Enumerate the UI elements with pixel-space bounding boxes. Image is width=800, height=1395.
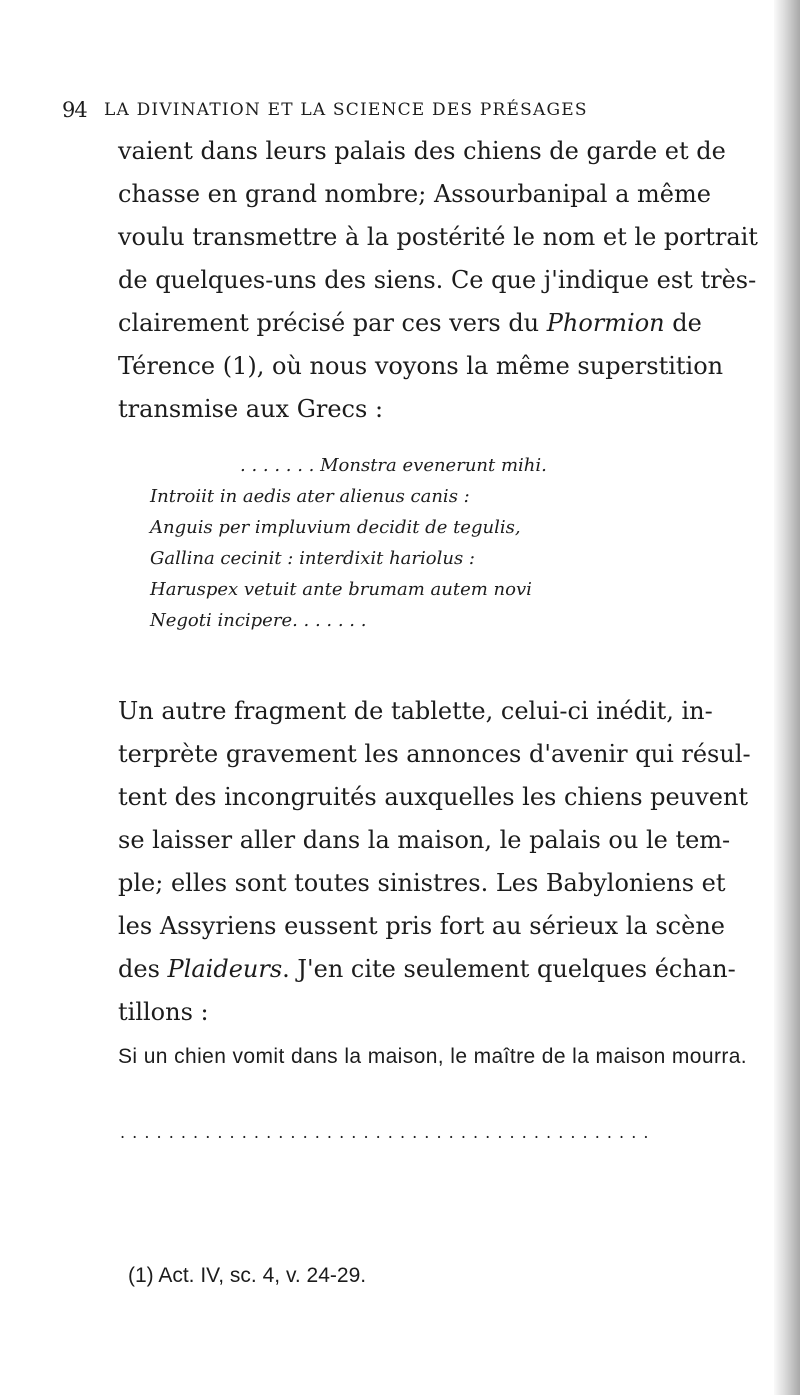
verse-line: Negoti incipere. . . . . . .	[150, 610, 367, 631]
paragraph-1-text-end: de Térence (1), où nous voyons la même superstition transmise aux Grecs :	[118, 309, 724, 423]
paragraph-2-text-end: . J'en cite seulement quelques échan-tillons :	[118, 955, 736, 1026]
omen-citation: Si un chien vomit dans la maison, le maître de la maison mourra.	[118, 1045, 748, 1068]
ellipsis-separator: . . . . . . . . . . . . . . . . . . . . . . . . . . . . . . . . . . . . . . . . . . . .	[120, 1123, 650, 1142]
running-title: LA DIVINATION ET LA SCIENCE DES PRÉSAGES	[104, 100, 588, 120]
verse-line: Haruspex vetuit ante brumam autem novi	[150, 579, 532, 600]
verse-line: Gallina cecinit : interdixit hariolus :	[150, 548, 475, 569]
page-header	[62, 98, 742, 128]
page-edge-shadow	[774, 0, 800, 1395]
paragraph-2	[118, 690, 762, 1034]
paragraph-1-text-start: vaient dans leurs palais des chiens de garde et de chasse en grand nombre; Assourbanipal a même voulu transmettre à la postérité le nom et le portrait de quelques-uns des siens. Ce que j'indique est très-clairement précisé par ces vers du	[118, 137, 758, 337]
paragraph-1	[118, 130, 762, 431]
paragraph-2-text-start: Un autre fragment de tablette, celui-ci inédit, in-terprète gravement les annonces d'avenir qui résul-tent des incongruités auxquelles les chiens peuvent se laisser aller dans la maison, le palais ou le tem-ple; elles sont toutes sinistres. Les Babyloniens et les Assyriens eussent pris fort au sérieux la scène des	[118, 697, 751, 983]
latin-verse-quote	[150, 450, 750, 636]
verse-line: Introiit in aedis ater alienus canis :	[150, 486, 470, 507]
work-title-plaideurs: Plaideurs	[167, 955, 283, 983]
verse-line: Anguis per impluvium decidit de tegulis,	[150, 517, 521, 538]
verse-line: . . . . . . . Monstra evenerunt mihi.	[240, 455, 547, 476]
page-number: 94	[62, 98, 87, 122]
footnote: (1) Act. IV, sc. 4, v. 24-29.	[128, 1264, 367, 1287]
work-title-phormion: Phormion	[546, 309, 665, 337]
